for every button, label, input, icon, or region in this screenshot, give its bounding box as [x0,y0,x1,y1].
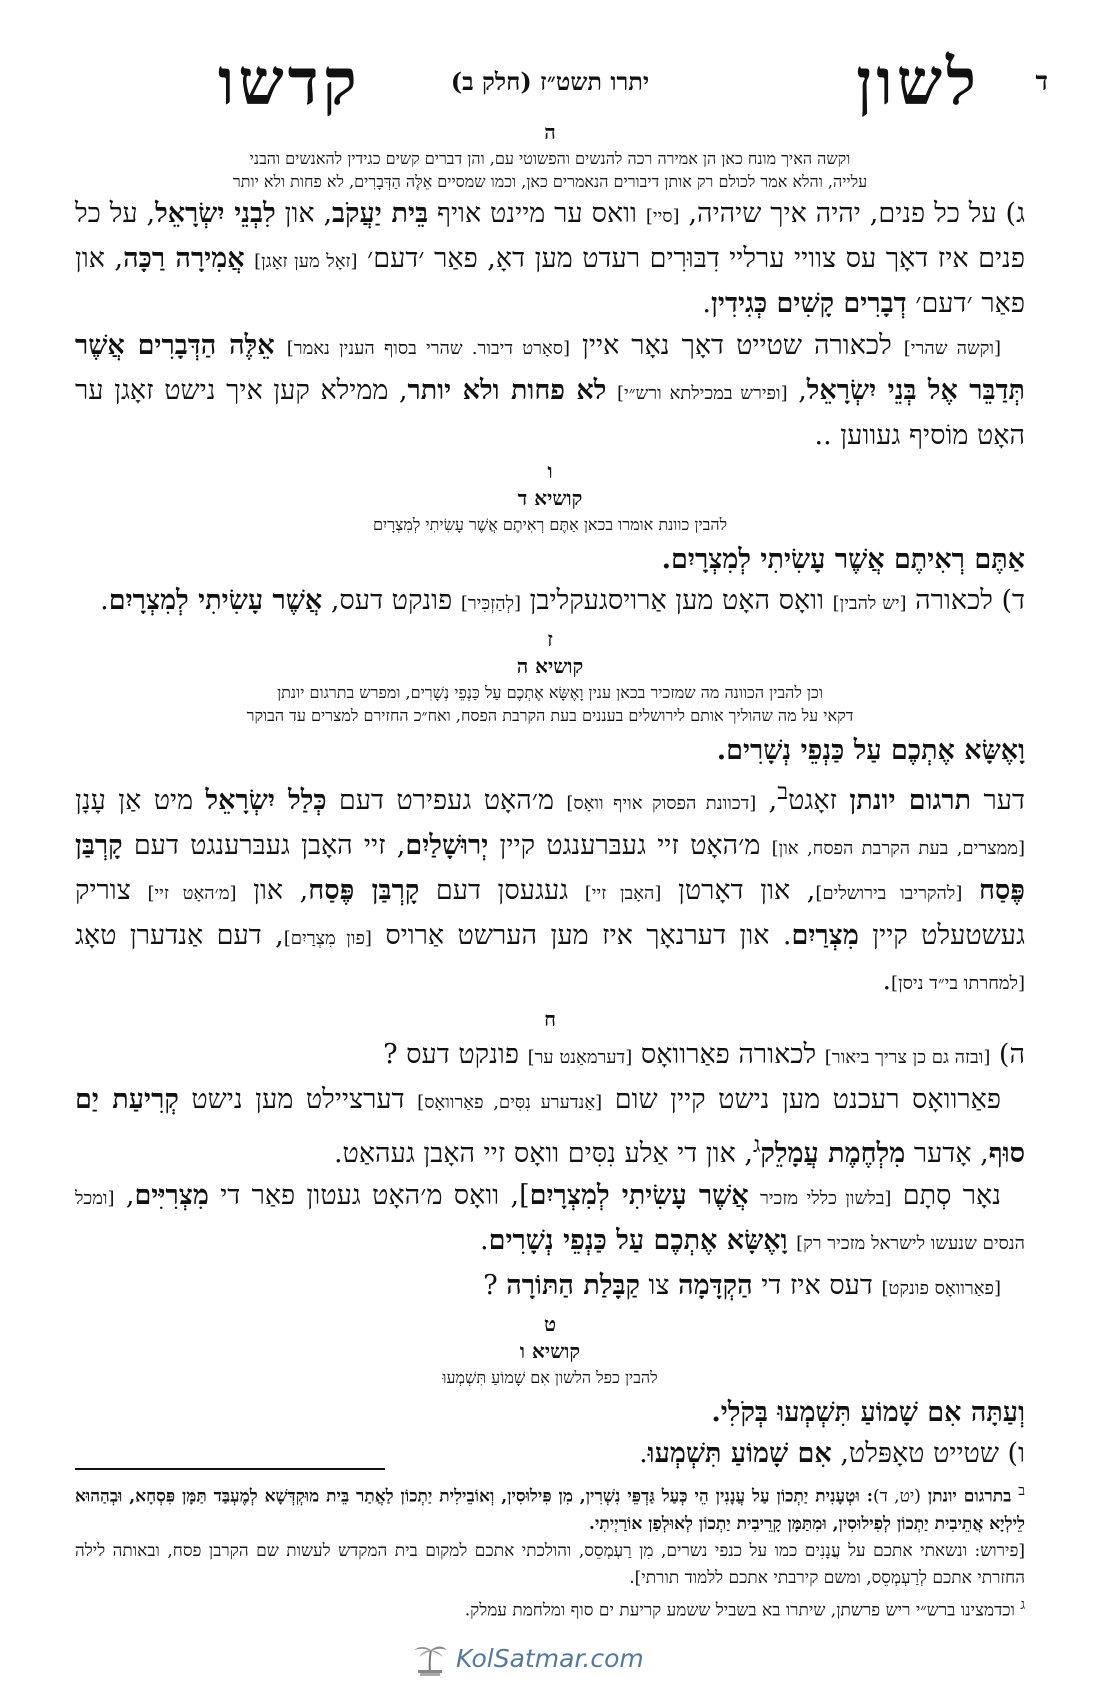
text-run: [פירוש: ונשאתי אתכם על עֲנָנִים כמו על כנפי נשרים, מִן רַעְמְסֵס, והולכתי אתכם למקום בית המקדש לעשות שם הקרבן פסח, ובאותה לילה החזרתי אתכם לְרַעְמְסֵס, ומשם קירבתי אתכם ללמוד תורתי]. [75,1540,1025,1588]
text-run: ג) על כל פנים, יהיה איך שיהיה, [679,198,1026,229]
text-run: בתרגום יונתן [920,1486,1019,1507]
text-run: לא פחות ולא יותר [407,375,607,406]
text-run: מִצְרַיִם [791,920,859,951]
footnote-divider [75,1468,385,1470]
logo-text: KolSatmar.com [456,1644,644,1673]
text-run: מ׳האָט זיי געבּרענגט קיין [488,830,772,861]
text-run: מיט אַן עָנָן [75,785,206,816]
inline-note: [דערמאַנט ער] [527,1047,633,1068]
text-run: וָאֶשָּׂא אֶתְכֶם עַל כַּנְפֵי נְשָׁרִים [488,1225,788,1256]
text-run: (יט, ד) [872,1486,921,1507]
section-intro-line: וקשה האיך מונח כאן הן אמירה רכה להנשים והפשוטי עם, והן דברים קשים כגידין להאנשים והבני [249,149,851,168]
palm-tree-books-icon [410,1642,450,1678]
text-run: קְרִיעַת יַם סוּף [75,1084,1025,1169]
inline-note: [ממצרים, בעת הקרבת הפסח, און] [771,838,1025,859]
body-paragraph [75,325,1025,457]
text-run [787,1225,796,1256]
text-run: לכאורה שטייט דאָך נאָר איין [569,330,904,361]
page-header [0,45,1100,120]
section-letter: ט [543,1312,557,1336]
section-intro-line: להבין כוונת אומרו בכאן אַתֶּם רְאִיתֶם אֲשֶׁר עָשִׂיתִי לְמִצְרָיִם [372,515,728,534]
inline-note: [למחרתו בי״ד ניסן] [891,973,1025,994]
text-run: , און פאַר ׳דעם׳ [75,243,1025,319]
section-intro-line: עלייה, והלא אמר לכולם רק אותן דיבורים הנאמרים כאן, וכמו שמסיים אֵלֶּה הַדְּבָרִים, לא פחות ולא יותר [232,172,868,191]
text-run: , ממילא קען איך נישט זאָגן ער האָט מוֹסיף געווען .. [75,375,1025,451]
inline-note: [זאָל מען זאָגן] [254,251,358,272]
text-run: , אָדער [905,1138,989,1169]
text-run: צו [639,1270,679,1301]
body-paragraph [75,1079,1025,1175]
text-run: אֵלֶּה הַדְּבָרִים אֲשֶׁר תְּדַבֵּר אֶל בְּנֵי יִשְׂרָאֵל [75,330,1025,406]
text-run: לכאורה פאַרוואָס [632,1039,825,1070]
section-letter: ו [547,459,553,483]
text-run: קַבָּלַת הַתּוֹרָה [506,1270,640,1301]
section-letter: ח [544,1007,556,1031]
text-run: , [756,785,778,816]
text-run: פונקט דעס, [322,585,461,616]
section-intro-line: וכן להבין הכוונה מה שמזכיר בכאן ענין וָאֶשָּׂא אֶתְכֶם עַל כַּנְפֵי נְשָׁרִים, ומפרש בתרגום יונתן [277,683,823,702]
text-run: : וּטְעָנִית יַתְכוֹן עַל עֲנָנִין הֵי כְּעַל גַּדְפֵּי נִשְׁרִין, מִן פִּילוּסִין, וְאוֹבֵילִית יַתְכוֹן לַאֲתַר בֵּית מוּקְדְּשָׁא לְמֶעְבַּד תַּמָּן פִּסְחָא, וּבְהַהוּא לֵילְיָא אֲתֵיבִית יַתְכוֹן לְפִילוּסִין, וּמִתַּמָּן קָרֵיבִית יַתְכוֹן לְאוּלְפַן אוֹרַיְיתִי. [75,1486,1025,1534]
text-run [962,875,979,906]
text-run: ו) שטייט טאָפּלט, [831,1438,1025,1469]
body-paragraph [75,1265,1025,1310]
text-run: דערציילט מען נישט [178,1084,418,1115]
section-intro-line: דקאי על מה שהוליך אותם לירושלים בעננים בעת הקרבת הפסח, ואח״כ החזירם למצרים עד הבוקר [246,706,854,725]
text-run: מ׳האָט געפירט דעם [326,785,567,816]
inline-note: [פון מִצְרַיִם] [283,928,372,949]
text-run: נאָר סְתָם [891,1180,1001,1211]
footnote-paragraph [75,1592,1025,1625]
text-run [245,243,255,274]
text-run: תרגום יונתן [849,785,972,816]
site-logo [0,1640,1100,1680]
inline-note: [מ׳האָט זיי] [147,883,237,904]
text-run: לִבְנֵי יִשְׂרָאֵל [155,198,276,229]
text-run: פאַרוואָס רעכנט מען נישט קיין שום [602,1084,1001,1115]
text-run: , זיי האָבן געבּרענגט דעם [122,830,406,861]
inline-note: [אַנדערע נִסִּים, פאַרוואָס] [417,1092,603,1113]
text-run: אֲשֶׁר עָשִׂיתִי לְמִצְרָיִם [529,1180,749,1211]
text-run: , [787,375,807,406]
text-run: צוריק געשטעלט קיין [75,875,1025,951]
text-run: , און [275,198,333,229]
verse-quote: וָאֶשָּׂא אֶתְכֶם עַל כַּנְפֵי נְשָׁרִים. [716,735,1025,766]
text-run: הַקְדָּמָה [678,1270,753,1301]
body-paragraph [75,580,1025,625]
inline-note: [יש להבין] [832,593,907,614]
text-run [275,330,287,361]
text-run: . און דערנאָך איז מען הערשט אַרויס [371,920,792,951]
text-run: זאָגט [788,785,850,816]
footnote-marker: ג [1020,1596,1025,1613]
text-run: דְבָרִים קָשִׁים כְּגִידִין [711,288,907,319]
inline-note: [בלשון כללי מזכיר [759,1188,892,1209]
inline-note: [ופירש במכילתא ורש״י] [616,383,788,404]
section-intro-line: להבין כפל הלשון אִם שָׁמוֹעַ תִּשְׁמְעוּ [442,1368,658,1387]
inline-note: [סאָרט דיבור. שהרי בסוף הענין נאמר] [286,338,570,359]
text-run: וואס ער מיינט אויף [428,198,646,229]
text-run: דעס איז די [752,1270,882,1301]
text-run [606,375,617,406]
inline-note: [להקריבו בירושלים] [815,883,963,904]
body-paragraph [75,771,1025,1005]
text-run: קָרְבַּן פֶּסַח [308,875,420,906]
text-run: , און [236,875,309,906]
text-run: יְרוּשָׁלַיִם [405,830,489,861]
header-title-lashon: לשון [856,45,980,120]
inline-note: [לְהַזְכִּיר] [460,593,522,614]
text-run: , און דאָרטן [661,875,816,906]
footnote-paragraph [75,1538,1025,1592]
footnote-marker: ג [752,1132,761,1158]
text-run: מִלְחֶמֶת עֲמָלֵק [760,1138,906,1169]
text-run: דער [971,785,1025,816]
text-run: ? [483,1270,507,1301]
question-heading: קושיא ד [517,486,583,510]
text-run: אֲשֶׁר עָשִׂיתִי לְמִצְרָיִם [108,585,323,616]
body-paragraph [75,1175,1025,1265]
question-heading: קושיא ה [516,654,584,678]
footnote-paragraph [75,1478,1025,1538]
text-run: , דעם אַנדערן טאָג [75,920,284,951]
text-run: . [882,965,892,996]
text-run: אִם שָׁמוֹעַ תִּשְׁמְעוּ [647,1438,832,1469]
question-heading: קושיא ו [519,1339,581,1363]
inline-note: [האָבן זיי] [584,883,662,904]
inline-note: [וקשה שהרי] [903,338,1001,359]
inline-note: [ובזה גם כן צריך ביאור] [824,1047,991,1068]
text-run: געגעסן דעם [419,875,585,906]
inline-note: [סיי] [645,206,680,227]
footnote-marker: ב [777,779,789,805]
text-run: בֵּית יַעֲקֹב [332,198,429,229]
footnote-marker: ב [1018,1483,1026,1499]
verse-quote: וְעַתָּה אִם שָׁמוֹעַ תִּשְׁמְעוּ בְּקֹלִי. [711,1397,1025,1428]
text-run: . [480,1225,489,1256]
text-run: ד) לכאורה [906,585,1025,616]
footnotes [75,1478,1025,1624]
page-number: ד [1035,67,1048,97]
body-paragraph [75,193,1025,325]
verse-quote: אַתֶּם רְאִיתֶם אֲשֶׁר עָשִׂיתִי לְמִצְרָיִם. [661,544,1025,575]
text-run: , [114,1180,135,1211]
inline-note: [ומכל הנסים שנעשו לישראל מזכיר רק] [75,1188,1025,1254]
text-run: . [639,1438,648,1469]
text-run: . [702,288,711,319]
text-run: אֲמִירָה רַכָּה [123,243,245,274]
text-run: ה) [990,1039,1025,1070]
text-run: קָרְבַּן פֶּסַח [75,830,1025,906]
main-content [75,118,1025,1475]
inline-note: [דכוונת הפסוק אויף וואָס] [566,793,757,814]
text-run: פונקט דעס ? [383,1039,528,1070]
text-run: . [100,585,109,616]
text-run: מִצְרִיִּים [134,1180,209,1211]
section-letter: ה [544,120,556,144]
text-run: , על כל פנים איז דאָך עס צוויי ערליי דִבּוּרִים רעדט מען דאָ, פאַר ׳דעם׳ [75,198,1025,274]
text-run: וואָס האָט מען אַרויסגעקליבן [521,585,833,616]
text-run: כְּלַל יִשְׂרָאֵל [205,785,327,816]
inline-note: [פאַרוואָס פונקט] [881,1278,1001,1299]
text-run: וכדמצינו ברש״י ריש פרשתן, שיתרו בא בשביל ששמע קריעת ים סוף ומלחמת עמלק. [464,1600,1021,1621]
body-paragraph [75,1034,1025,1079]
text-run [749,1180,760,1211]
header-title-kodsho: קדשו [218,45,361,120]
header-subtitle: יתרו תשט״ז (חלק ב) [450,67,650,96]
text-run: ], וואָס מ׳האָט געטון פאַר די [208,1180,530,1211]
text-run: , און די אַלע נִסִּים וואָס זיי האָבן געהאַט. [333,1138,753,1169]
section-letter: ז [547,627,553,651]
